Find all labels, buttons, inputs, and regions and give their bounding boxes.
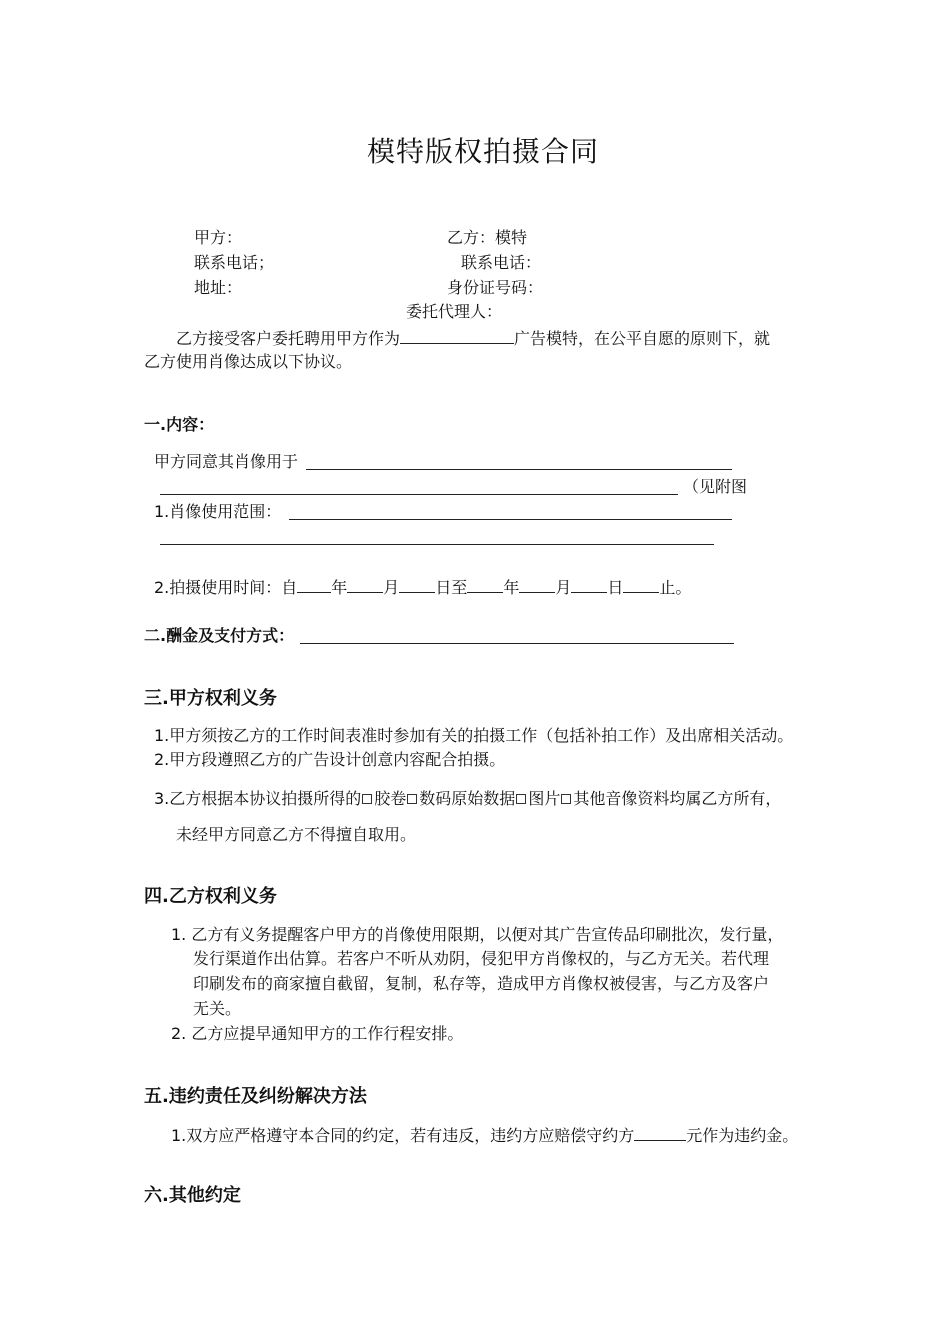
end-day-blank (571, 576, 607, 593)
section-5-item-1-text-a: 1.双方应严格遵守本合同的约定，若有违反，违约方应赔偿守约方 (171, 1126, 635, 1145)
model-type-blank (400, 327, 514, 344)
intro-line-1 (176, 327, 770, 349)
party-a-phone-label: 联系电话； (194, 253, 275, 272)
day-label: 日 (607, 578, 624, 597)
section-6-heading: 六.其他约定 (144, 1185, 241, 1206)
usage-scope-label: 1.肖像使用范围： (154, 502, 282, 521)
agent-label: 委托代理人： (406, 302, 503, 321)
see-figure-text: （见附图 (683, 477, 748, 496)
month-label: 月 (383, 578, 400, 597)
intro-text-a: 乙方接受客户委托聘用甲方作为 (176, 329, 401, 348)
penalty-amount-blank (634, 1124, 686, 1141)
usage-scope-blank-2 (160, 544, 714, 545)
section-1-heading: 一.内容： (144, 415, 215, 434)
section-5-item-1 (171, 1124, 798, 1146)
section-4-item-2: 2. 乙方应提早通知甲方的工作行程安排。 (171, 1024, 464, 1043)
day-to-label: 日至 (435, 578, 468, 597)
shooting-time-label: 2.拍摄使用时间：自 (154, 578, 298, 597)
other-media-checkbox[interactable] (561, 794, 571, 804)
section-3-item-1: 1.甲方须按乙方的工作时间表准时参加有关的拍摄工作（包括补拍工作）及出席相关活动。 (154, 726, 794, 745)
year-label-2: 年 (503, 578, 520, 597)
shooting-time-line (154, 576, 691, 598)
section-3-heading: 三.甲方权利义务 (144, 688, 277, 709)
start-month-blank (347, 576, 383, 593)
digital-data-option-label: 数码原始数据 (419, 789, 516, 808)
section-5-item-1-text-b: 元作为违约金。 (686, 1126, 799, 1145)
section-3-item-3 (154, 789, 781, 809)
section-4-item-1-line-2: 发行渠道作出估算。若客户不听从劝阴，侵犯甲方肖像权的，与乙方无关。若代理 (193, 949, 770, 968)
section-3-item-3-continued: 未经甲方同意乙方不得擅自取用。 (176, 825, 417, 844)
portrait-use-blank (306, 469, 732, 470)
stop-label: 止。 (659, 578, 692, 597)
section-5-heading: 五.违约责任及纠纷解决方法 (144, 1086, 367, 1107)
end-blank (623, 576, 659, 593)
portrait-use-blank-2 (160, 494, 678, 495)
start-year-blank (297, 576, 331, 593)
section-3-item-3-prefix: 3.乙方根据本协议拍摄所得的 (154, 789, 362, 808)
party-b-phone-label: 联系电话： (461, 253, 542, 272)
id-number-label: 身份证号码： (447, 278, 544, 297)
section-4-heading: 四.乙方权利义务 (144, 886, 277, 907)
start-day-blank (399, 576, 435, 593)
intro-text-b: 广告模特，在公平自愿的原则下，就 (514, 329, 771, 348)
intro-line-2: 乙方使用肖像达成以下协议。 (144, 352, 353, 371)
address-label: 地址： (194, 278, 243, 297)
year-label: 年 (331, 578, 348, 597)
party-a-label: 甲方： (194, 228, 243, 247)
digital-data-checkbox[interactable] (407, 794, 417, 804)
film-option-label: 胶卷 (374, 789, 407, 808)
end-month-blank (519, 576, 555, 593)
month-label-2: 月 (555, 578, 572, 597)
end-year-blank (467, 576, 503, 593)
section-2-heading: 二.酬金及支付方式： (144, 626, 295, 645)
film-checkbox[interactable] (362, 794, 372, 804)
section-3-item-2: 2.甲方段遵照乙方的广告设计创意内容配合拍摄。 (154, 750, 506, 769)
section-4-item-1-line-3: 印刷发布的商家擅自截留，复制，私存等，造成甲方肖像权被侵害，与乙方及客户 (193, 974, 770, 993)
document-title: 模特版权拍摄合同 (367, 135, 600, 168)
payment-blank (300, 643, 734, 644)
section-4-item-1-line-1: 1. 乙方有义务提醒客户甲方的肖像使用限期，以便对其广告宣传品印刷批次，发行量， (171, 925, 784, 944)
usage-scope-blank (289, 519, 732, 520)
section-4-item-1-line-4: 无关。 (193, 999, 242, 1018)
portrait-use-label: 甲方同意其肖像用于 (154, 452, 299, 471)
picture-option-label: 图片 (528, 789, 561, 808)
picture-checkbox[interactable] (516, 794, 526, 804)
party-b-label: 乙方：模特 (447, 228, 528, 247)
section-3-item-3-suffix: 其他音像资料均属乙方所有， (573, 789, 782, 808)
